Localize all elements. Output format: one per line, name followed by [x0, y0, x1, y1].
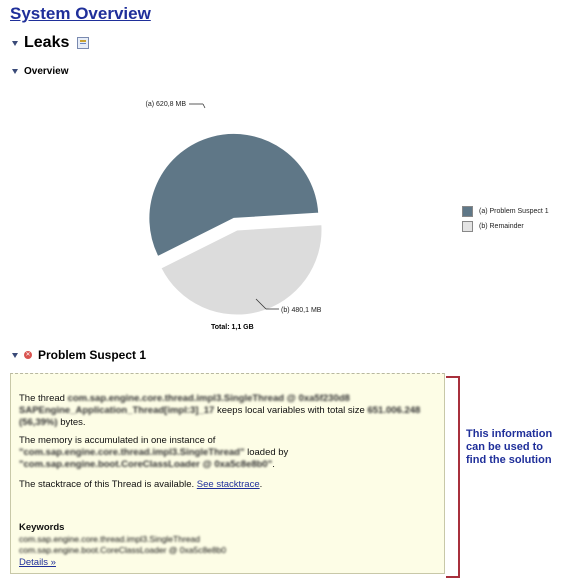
- suspect-paragraph-thread: The thread com.sap.engine.core.thread.impl3.SingleThread @ 0xa5f230d8 SAPEngine_Application_Thread[impl:3]_17 keeps local variables with total size 651.006.248 (56,39%) bytes.: [19, 393, 421, 428]
- problem-suspect-title: Problem Suspect 1: [38, 348, 147, 362]
- details-link[interactable]: Details »: [19, 557, 56, 568]
- collapse-triangle-icon[interactable]: [12, 353, 18, 358]
- thread-name: com.sap.engine.core.thread.impl3.SingleThread @ 0xa5f230d8 SAPEngine_Application_Thread[impl:3]_17: [19, 393, 350, 416]
- class-name: "com.sap.engine.core.thread.impl3.SingleThread": [19, 447, 245, 458]
- legend-swatch-b: [462, 221, 473, 232]
- legend-label-b: (b) Remainder: [479, 223, 524, 230]
- slice-label-b: (b) 480,1 MB: [281, 307, 322, 314]
- problem-suspect-header[interactable]: [12, 348, 146, 362]
- keyword-item: com.sap.engine.core.thread.impl3.SingleThread: [19, 534, 200, 544]
- slice-label-a: (a) 620,8 MB: [145, 101, 186, 108]
- page-title[interactable]: System Overview: [10, 4, 151, 23]
- keyword-item: com.sap.engine.boot.CoreClassLoader @ 0xa5c8e8b0: [19, 545, 227, 555]
- annotation-bracket: [446, 376, 460, 578]
- suspect-paragraph-memory: The memory is accumulated in one instance of "com.sap.engine.core.thread.impl3.SingleThread" loaded by "com.sap.engine.boot.CoreClassLoader @ 0xa5c8e8b0".: [19, 435, 289, 470]
- legend-label-a: (a) Problem Suspect 1: [479, 208, 549, 215]
- classloader-name: "com.sap.engine.boot.CoreClassLoader @ 0xa5c8e8b0": [19, 459, 273, 470]
- retained-size: 651.006.248 (56,39%): [19, 405, 421, 428]
- legend-item-b: [462, 219, 549, 234]
- legend-swatch-a: [462, 206, 473, 217]
- leaks-title: Leaks: [24, 34, 70, 51]
- see-stacktrace-link[interactable]: See stacktrace: [196, 479, 260, 490]
- suspect-paragraph-stacktrace: The stacktrace of this Thread is available. See stacktrace.: [19, 479, 263, 490]
- keywords-title: Keywords: [19, 522, 65, 533]
- chart-total: Total: 1,1 GB: [211, 324, 254, 331]
- problem-suspect-panel: [10, 373, 445, 574]
- annotation-note: This information can be used to find the solution: [466, 428, 553, 466]
- chart-legend: [462, 204, 549, 234]
- legend-item-a: [462, 204, 549, 219]
- overview-title: Overview: [24, 66, 69, 77]
- error-icon: ✕: [25, 352, 31, 358]
